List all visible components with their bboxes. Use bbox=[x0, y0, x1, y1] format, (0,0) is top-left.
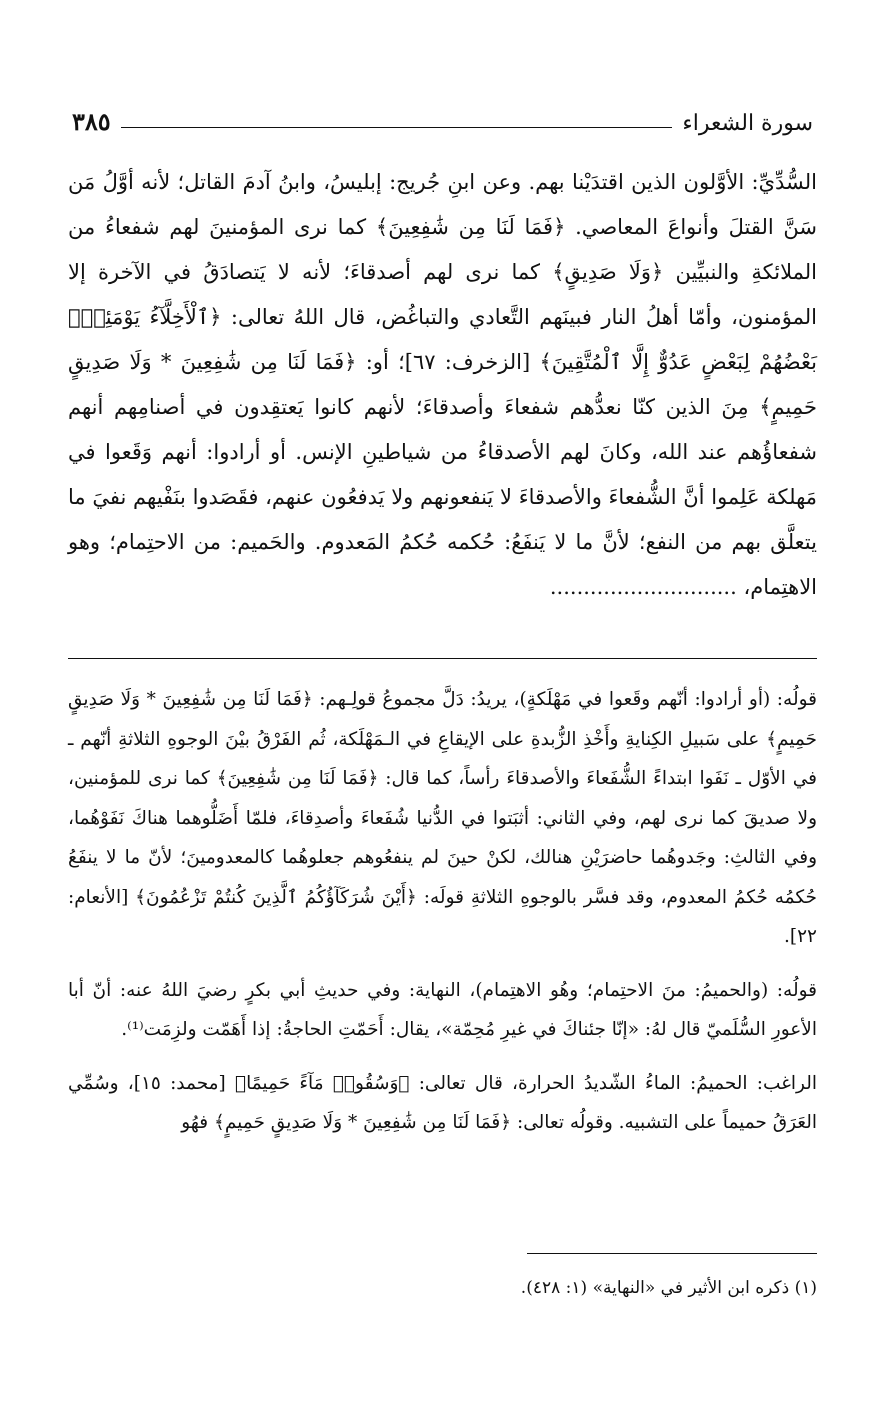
header-rule bbox=[121, 127, 673, 128]
commentary-paragraph: الراغب: الحميمُ: الماءُ الشّديدُ الحرارة، قال تعالى: ﴿وَسُقُوا۟ مَآءً حَمِيمًا﴾ [محمد: ١٥]، وسُمِّي العَرَقُ حميماً على التشبيه. وقولُه تعالى: ﴿فَمَا لَنَا مِن شَٰفِعِينَ * وَلَا صَدِيقٍ حَمِيمٍ﴾ فهُو bbox=[68, 1072, 817, 1133]
footnote-rule bbox=[527, 1253, 817, 1254]
page-number: ٣٨٥ bbox=[72, 107, 111, 136]
surah-name: سورة الشعراء bbox=[682, 111, 813, 136]
commentary-paragraph: قولُه: (والحميمُ: منَ الاحتِمام؛ وهُو الاهتِمام)، النهاية: وفي حديثِ أبي بكرٍ رضيَ اللهُ عنه: أنّ أبا الأعورِ السُّلَميّ قال لهُ: «إنّا جئناكَ في غيرِ مُحِمّة»، يقال: أَحَمّتِ الحاجةُ: إذا أَهَمّت ولزِمَت⁽¹⁾. bbox=[68, 979, 817, 1040]
section-divider bbox=[68, 658, 817, 659]
running-header bbox=[72, 100, 813, 136]
footnote: (١) ذكره ابن الأثير في «النهاية» (١: ٤٢٨). bbox=[520, 1278, 817, 1298]
commentary bbox=[68, 680, 817, 1157]
main-text: السُّدِّيِّ: الأوَّلون الذين اقتدَيْنا بهم. وعن ابنِ جُريج: إبليسُ، وابنُ آدمَ القاتل؛ لأنه أوَّلُ مَن سَنَّ القتلَ وأنواعَ المعاصي. ﴿فَمَا لَنَا مِن شَٰفِعِينَ﴾ كما نرى المؤمنينَ لهم شفعاءُ من الملائكةِ والنبيِّين ﴿وَلَا صَدِيقٍ﴾ كما نرى لهم أصدقاءَ؛ لأنه لا يَتصادَقُ في الآخرة إلا المؤمنون، وأمّا أهلُ النار فبينَهم التَّعادي والتباغُض، قال اللهُ تعالى: ﴿ٱلْأَخِلَّآءُ يَوْمَئِذٍۭ بَعْضُهُمْ لِبَعْضٍ عَدُوٌّ إِلَّا ٱلْمُتَّقِينَ﴾ [الزخرف: ٦٧]؛ أو: ﴿فَمَا لَنَا مِن شَٰفِعِينَ * وَلَا صَدِيقٍ حَمِيمٍ﴾ مِنَ الذين كنّا نعدُّهم شفعاءَ وأصدقاءَ؛ لأنهم كانوا يَعتقِدون في أصنامِهم أنهم شفعاؤُهم عند الله، وكانَ لهم الأصدقاءُ من شياطينِ الإنس. أو أرادوا: أنهم وَقَعوا في مَهلكة عَلِموا أنَّ الشُّفعاءَ والأصدقاءَ لا يَنفعونهم ولا يَدفعُون عنهم، فقَصَدوا بنَفْيهم نفيَ ما يتعلَّق بهم من النفع؛ لأنَّ ما لا يَنفَعُ: حُكمه حُكمُ المَعدوم. والحَميم: من الاحتِمام؛ وهو الاهتِمام، ............................ bbox=[68, 170, 818, 599]
commentary-paragraph: قولُه: (أو أرادوا: أنّهم وقَعوا في مَهْلَكةٍ)، يريدُ: دَلَّ مجموعُ قولِـهم: ﴿فَمَا لَنَا مِن شَٰفِعِينَ * وَلَا صَدِيقٍ حَمِيمٍ﴾ على سَبيلِ الكِنايةِ وأَخْذِ الزُّبدةِ على الإيقاعِ في الـمَهْلَكة، ثُم الفَرْقُ بيْنَ الوجوهِ الثلاثةِ أنّهم ـ في الأوّل ـ نَفَوا ابتداءً الشُّفَعاءَ والأصدقاءَ رأساً، كما قال: ﴿فَمَا لَنَا مِن شَٰفِعِينَ﴾ كما نرى للمؤمنين، ولا صديقَ كما نرى لهم، وفي الثاني: أثبَتوا في الدُّنيا شُفَعاءَ وأصدِقاءَ، فلمّا أَضَلُّوهما هناكَ نَفَوْهُما، وفي الثالثِ: وجَدوهُما حاضرَيْنِ هنالك، لكنْ حينَ لم ينفعُوهم جعلوهُما كالمعدومينَ؛ لأنّ ما لا ينفَعُ حُكمُه حُكمُ المعدوم، وقد فسَّر بالوجوهِ الثلاثةِ قولَه: ﴿أَيْنَ شُرَكَآؤُكُمُ ٱلَّذِينَ كُنتُمْ تَزْعُمُونَ﴾ [الأنعام: ٢٢]. bbox=[68, 689, 817, 947]
